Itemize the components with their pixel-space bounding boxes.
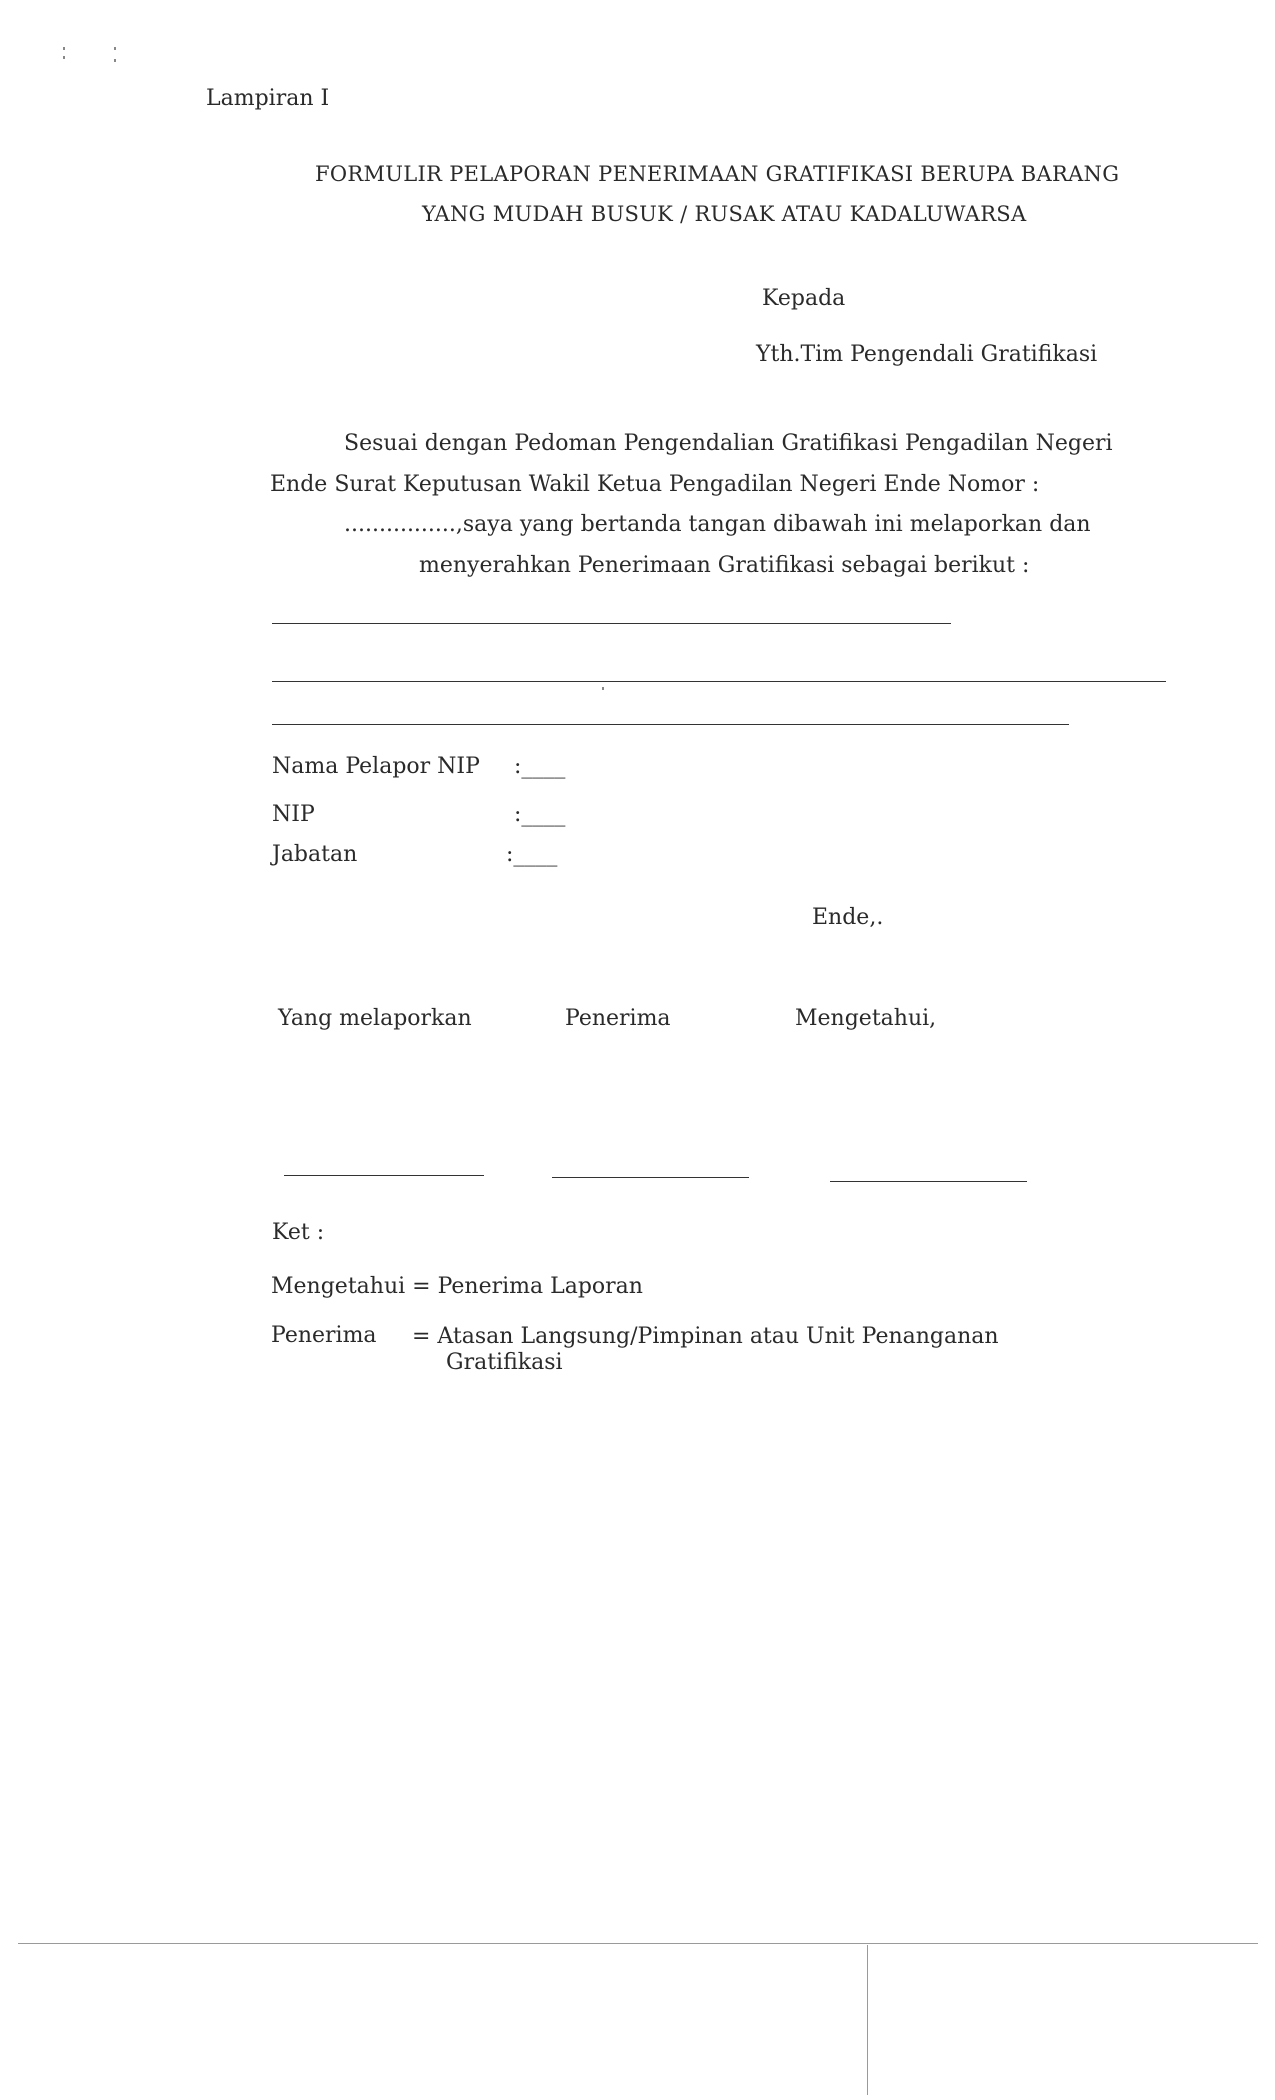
fill-in-line-1	[272, 623, 951, 624]
signature-line-reporter	[284, 1175, 484, 1176]
notes-heading: Ket :	[272, 1220, 325, 1245]
signature-reporter-label: Yang melaporkan	[278, 1006, 472, 1031]
position-value: :____	[506, 842, 558, 867]
signature-line-receiver	[552, 1177, 749, 1178]
reporter-name-label: Nama Pelapor NIP	[272, 754, 480, 779]
addressee-recipient: Yth.Tim Pengendali Gratifikasi	[756, 342, 1098, 367]
scan-speck	[63, 47, 65, 50]
scan-edge-line	[18, 1943, 1258, 1944]
body-line-3: ................,saya yang bertanda tangan dibawah ini melaporkan dan	[344, 512, 1091, 537]
note-receiver-definition-line-2: Gratifikasi	[446, 1350, 563, 1375]
nip-value: :____	[514, 802, 566, 827]
scan-speck	[114, 59, 116, 62]
addressee-to-label: Kepada	[762, 286, 846, 311]
form-title-line-1: FORMULIR PELAPORAN PENERIMAAN GRATIFIKASI BERUPA BARANG	[315, 162, 1120, 186]
scan-speck	[602, 687, 604, 690]
attachment-label: Lampiran I	[206, 86, 330, 111]
signature-acknowledger-label: Mengetahui,	[795, 1006, 937, 1031]
body-line-1: Sesuai dengan Pedoman Pengendalian Gratifikasi Pengadilan Negeri	[344, 431, 1113, 456]
scan-speck	[63, 56, 65, 59]
note-receiver-term: Penerima	[271, 1323, 377, 1348]
scan-edge-line	[867, 1945, 868, 2095]
position-label: Jabatan	[272, 842, 358, 867]
body-line-2: Ende Surat Keputusan Wakil Ketua Pengadilan Negeri Ende Nomor :	[270, 472, 1040, 497]
note-receiver-definition-line-1: = Atasan Langsung/Pimpinan atau Unit Penanganan	[412, 1324, 999, 1349]
fill-in-line-2	[272, 681, 1166, 682]
nip-label: NIP	[272, 802, 315, 827]
signature-receiver-label: Penerima	[565, 1006, 671, 1031]
place-date: Ende,.	[812, 905, 884, 930]
fill-in-line-3	[272, 724, 1069, 725]
form-title-line-2: YANG MUDAH BUSUK / RUSAK ATAU KADALUWARSA	[422, 202, 1027, 226]
scan-speck	[114, 47, 116, 50]
reporter-name-value: :____	[514, 754, 566, 779]
body-line-4: menyerahkan Penerimaan Gratifikasi sebagai berikut :	[419, 553, 1030, 578]
signature-line-acknowledger	[830, 1181, 1027, 1182]
note-acknowledger: Mengetahui = Penerima Laporan	[271, 1274, 643, 1299]
